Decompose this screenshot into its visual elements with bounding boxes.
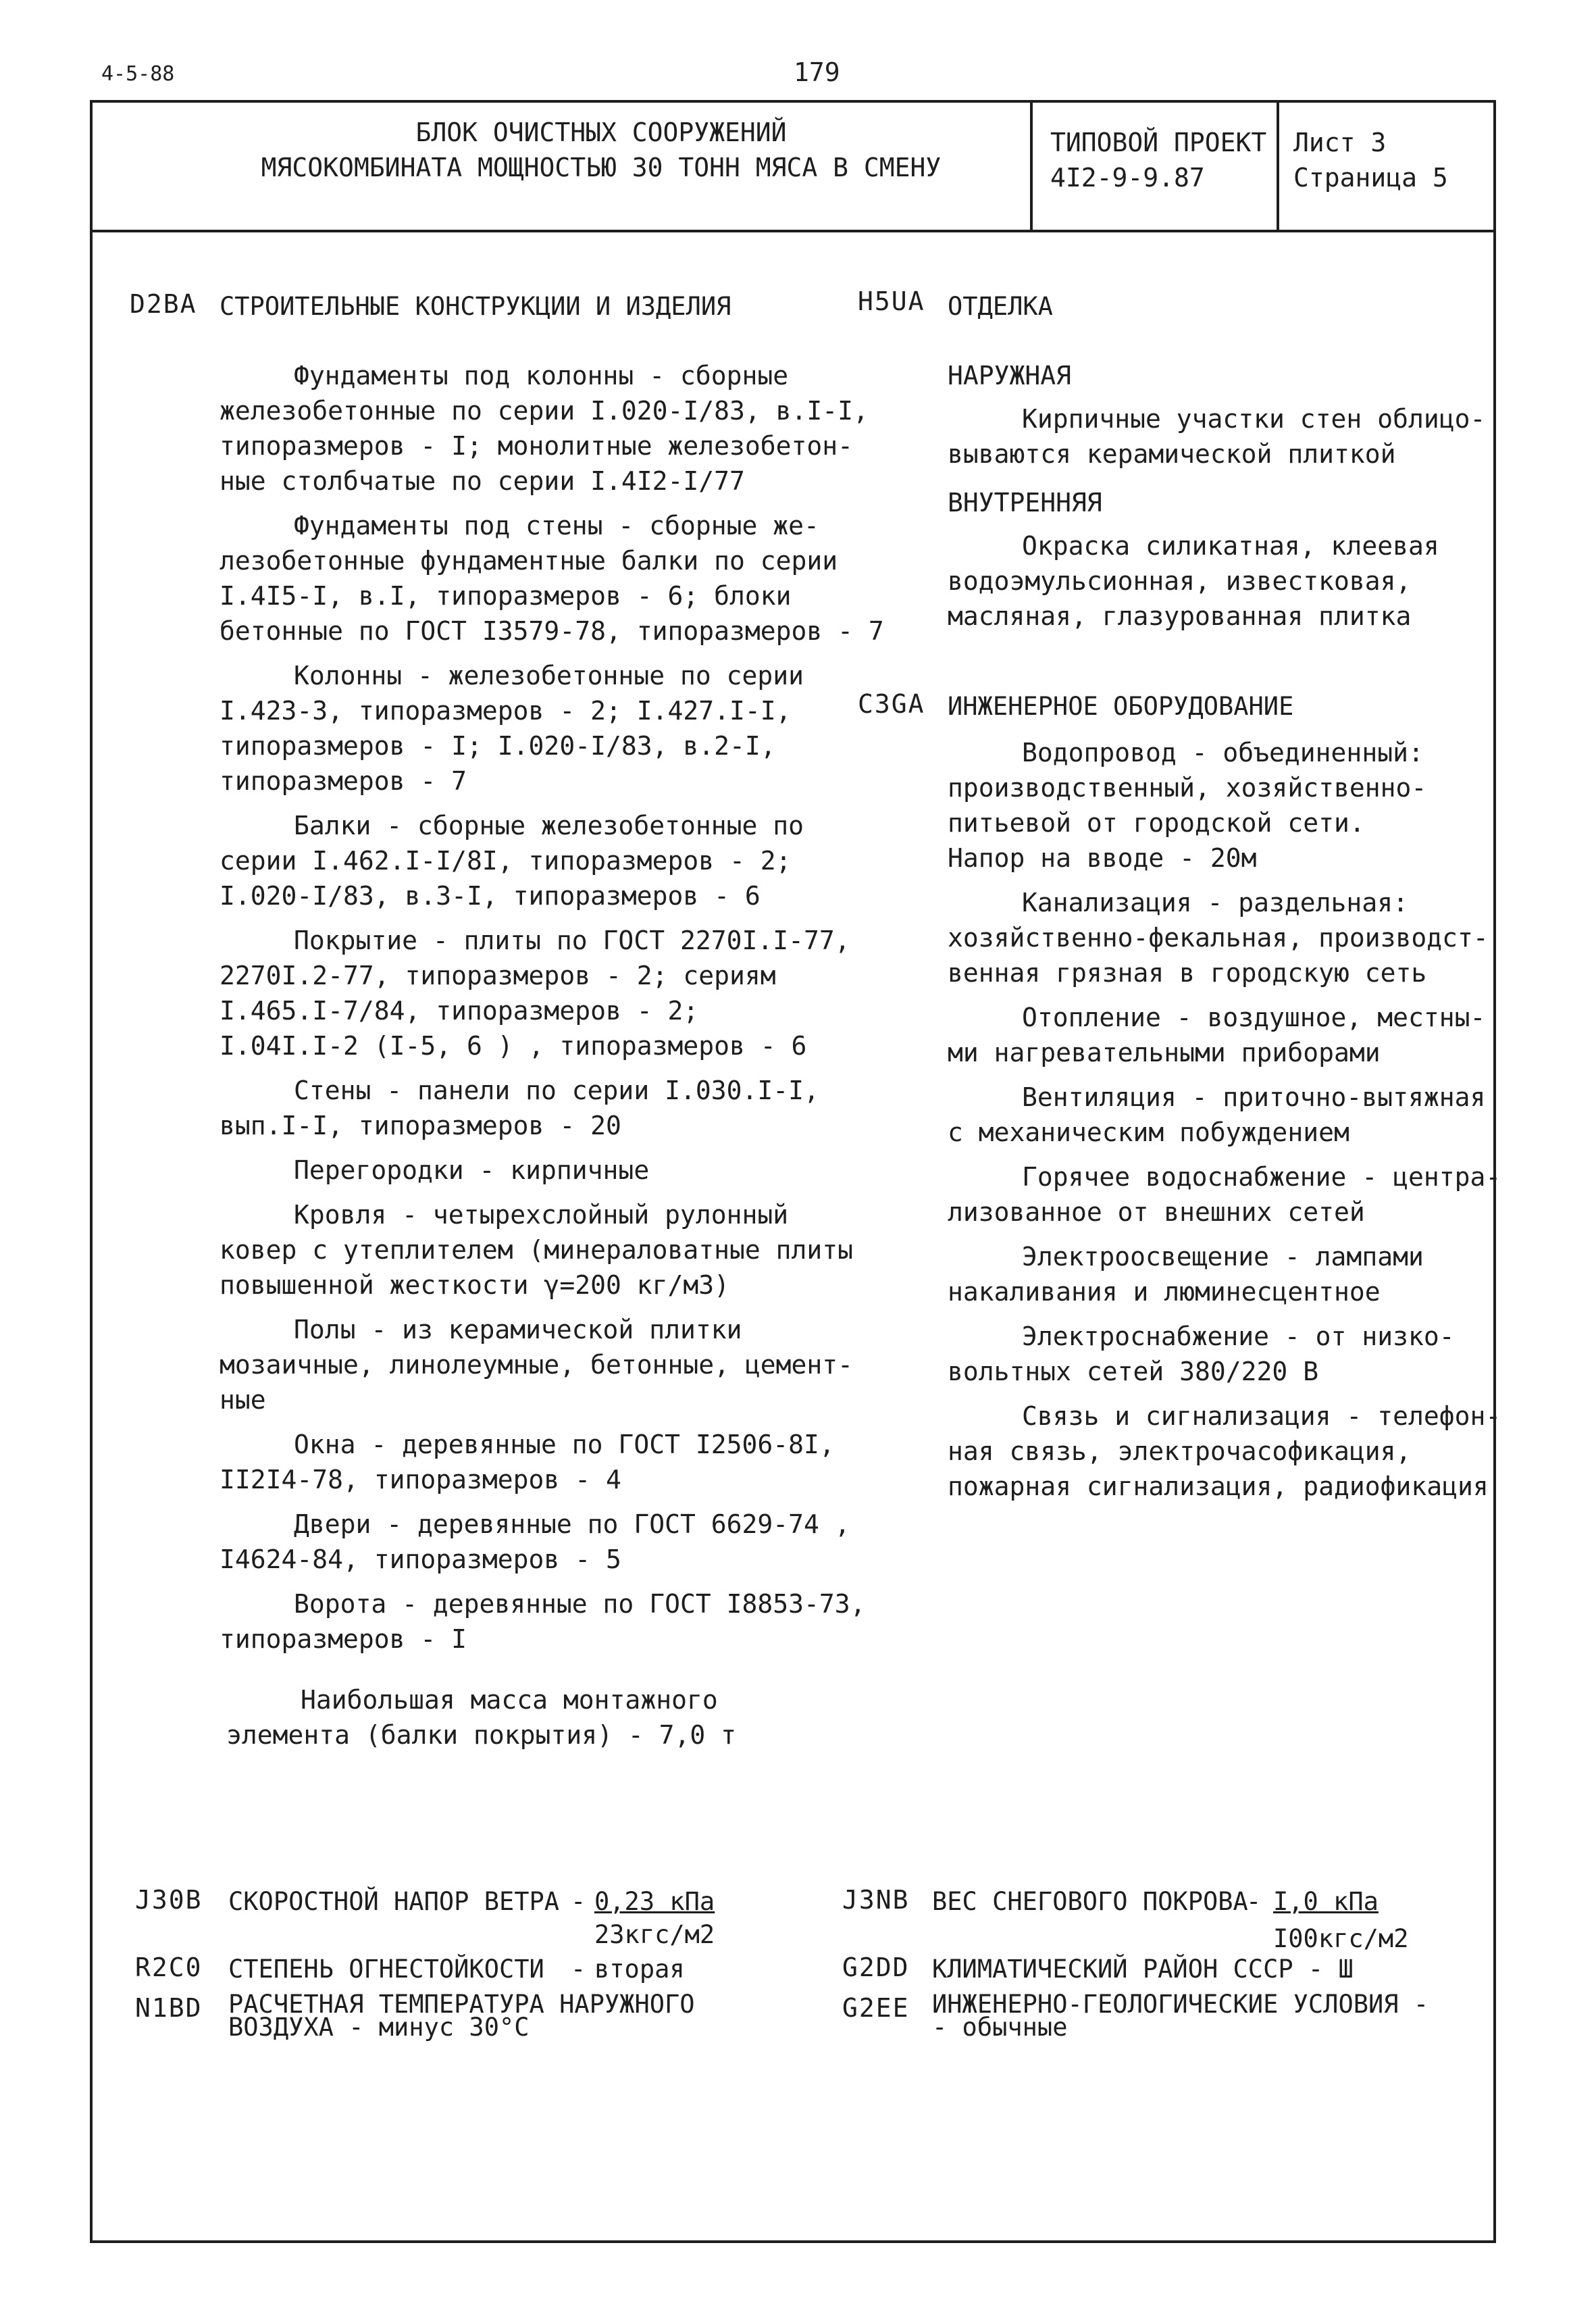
paragraph-line: I.020-I/83, в.3-I, типоразмеров - 6 — [220, 881, 761, 911]
left-section-heading: СТРОИТЕЛЬНЫЕ КОНСТРУКЦИИ И ИЗДЕЛИЯ — [220, 292, 731, 321]
paragraph-line: серии I.462.I-I/8I, типоразмеров - 2; — [220, 846, 792, 876]
geo-text — [932, 1990, 1429, 2042]
paragraph-line: бетонные по ГОСТ I3579-78, типоразмеров - 7 — [220, 616, 884, 646]
paragraph — [220, 1427, 884, 1497]
paragraph-line: лизованное от внешних сетей — [948, 1197, 1365, 1227]
paragraph-line: Вентиляция - приточно-вытяжная — [1022, 1082, 1486, 1112]
paragraph — [948, 885, 1501, 990]
paragraph-line: I.465.I-7/84, типоразмеров - 2; — [220, 996, 699, 1026]
paragraph-line: венная грязная в городскую сеть — [948, 958, 1427, 988]
finish-outer — [948, 358, 1485, 634]
fire-label: СТЕПЕНЬ ОГНЕСТОЙКОСТИ — [228, 1955, 544, 1984]
paragraph-line: Перегородки - кирпичные — [294, 1155, 650, 1185]
paragraph-line: ные — [220, 1385, 266, 1415]
snow-alt-value: I00кгс/м2 — [1273, 1924, 1409, 1953]
paragraph — [220, 1153, 884, 1188]
paragraph-line: Электроснабжение - от низко- — [1022, 1322, 1455, 1351]
paragraph-line: Фундаменты под колонны - сборные — [294, 361, 789, 391]
paragraph-line: накаливания и люминесцентное — [948, 1277, 1381, 1307]
paragraph — [220, 358, 884, 499]
paragraph-line: I.04I.I-2 (I-5, 6 ) , типоразмеров - 6 — [220, 1031, 807, 1061]
fire-dash: - — [571, 1955, 586, 1984]
finish-inner-heading: ВНУТРЕННЯЯ — [948, 488, 1102, 518]
paragraph — [220, 1586, 884, 1657]
geo-line-2: - обычные — [932, 2013, 1068, 2042]
paragraph-line: 2270I.2-77, типоразмеров - 2; сериям — [220, 961, 776, 990]
fire-value: вторая — [594, 1955, 685, 1984]
paragraph-line: Окна - деревянные по ГОСТ I2506-8I, — [294, 1430, 835, 1459]
paragraph-line: Отопление - воздушное, местны- — [1022, 1003, 1486, 1032]
title-line-1: БЛОК ОЧИСТНЫХ СООРУЖЕНИЙ — [415, 118, 787, 147]
paragraph-line: Фундаменты под стены - сборные же- — [294, 511, 819, 540]
paragraph-line: Кровля - четырехслойный рулонный — [294, 1200, 789, 1230]
paragraph-line: ные столбчатые по серии I.4I2-I/77 — [220, 466, 745, 496]
fire-code: R2C0 — [135, 1953, 203, 1982]
paragraph-line: Электроосвещение - лампами — [1022, 1242, 1424, 1272]
paragraph-line: типоразмеров - I; монолитные железобетон- — [220, 431, 853, 461]
paragraph-line: вып.I-I, типоразмеров - 20 — [220, 1111, 621, 1140]
paragraph-line: Покрытие - плиты по ГОСТ 2270I.I-77, — [294, 926, 850, 955]
paragraph-line: Двери - деревянные по ГОСТ 6629-74 , — [294, 1509, 850, 1539]
snow-value: I,0 кПа — [1273, 1887, 1379, 1916]
title-divider-1 — [1030, 100, 1033, 231]
finish-code: H5UA — [858, 286, 925, 316]
page-number: 179 — [794, 57, 840, 87]
paragraph-line: типоразмеров - I; I.020-I/83, в.2-I, — [220, 731, 776, 761]
temp-code: N1BD — [135, 1993, 203, 2023]
paragraph-line: производственный, хозяйственно- — [948, 773, 1427, 803]
paragraph — [948, 1399, 1501, 1504]
wind-alt-value: 23кгс/м2 — [594, 1920, 715, 1949]
finish-outer-heading: НАРУЖНАЯ — [948, 361, 1072, 391]
project-label: ТИПОВОЙ ПРОЕКТ — [1050, 128, 1267, 157]
temp-line-1: РАСЧЕТНАЯ ТЕМПЕРАТУРА НАРУЖНОГО — [228, 1990, 695, 2019]
title-block-bottom-line — [90, 230, 1496, 232]
paragraph — [220, 658, 884, 799]
paragraph — [948, 1080, 1501, 1150]
title-line-2: МЯСОКОМБИНАТА МОЩНОСТЬЮ 30 ТОНН МЯСА В СМЕНУ — [261, 153, 942, 182]
paragraph — [220, 508, 884, 649]
paragraph — [220, 923, 884, 1063]
temp-line-2: ВОЗДУХА - минус 30°С — [228, 2013, 530, 2042]
paragraph-line: Связь и сигнализация - телефон- — [1022, 1401, 1501, 1431]
project-box — [1050, 125, 1266, 195]
climate-code: G2DD — [842, 1953, 910, 1982]
project-code: 4I2-9-9.87 — [1050, 163, 1205, 193]
mass-note — [226, 1682, 736, 1753]
wind-code: J30B — [135, 1885, 203, 1915]
temp-text — [228, 1990, 695, 2042]
paragraph-line: I.423-3, типоразмеров - 2; I.427.I-I, — [220, 696, 792, 726]
paragraph-line: I.4I5-I, в.I, типоразмеров - 6; блоки — [220, 581, 792, 611]
page-ref: Страница 5 — [1293, 163, 1448, 193]
paragraph — [220, 808, 884, 913]
paragraph — [948, 735, 1501, 876]
finish-inner-line-2: водоэмульсионная, известковая, — [948, 566, 1412, 596]
date-stamp: 4-5-88 — [101, 62, 175, 86]
paragraph-line: Горячее водоснабжение - центра- — [1022, 1162, 1501, 1192]
finish-outer-line-1: Кирпичные участки стен облицо- — [1022, 404, 1486, 434]
paragraph-line: Полы - из керамической плитки — [294, 1315, 742, 1344]
paragraph-line: вольтных сетей 380/220 В — [948, 1357, 1319, 1386]
paragraph-line: Напор на вводе - 20м — [948, 843, 1257, 873]
equipment-paragraphs — [948, 735, 1501, 1513]
paragraph-line: ная связь, электрочасофикация, — [948, 1436, 1412, 1466]
paragraph-line: железобетонные по серии I.020-I/83, в.I-I, — [220, 396, 869, 426]
paragraph-line: Канализация - раздельная: — [1022, 888, 1408, 917]
paragraph — [948, 1159, 1501, 1230]
left-section-code: D2BA — [130, 289, 197, 319]
finish-outer-line-2: вываются керамической плиткой — [948, 439, 1396, 469]
paragraph-line: мозаичные, линолеумные, бетонные, цемент- — [220, 1350, 853, 1380]
paragraph-line: Стены - панели по серии I.030.I-I, — [294, 1076, 819, 1105]
wind-label: СКОРОСТНОЙ НАПОР ВЕТРА — [228, 1887, 560, 1916]
paragraph-line: типоразмеров - 7 — [220, 766, 467, 796]
wind-dash: - — [571, 1887, 586, 1916]
paragraph — [220, 1197, 884, 1303]
paragraph-line: Балки - сборные железобетонные по — [294, 811, 804, 840]
wind-value: 0,23 кПа — [594, 1887, 715, 1916]
paragraph — [948, 1000, 1501, 1070]
mass-note-line-2: элемента (балки покрытия) - 7,0 т — [226, 1720, 736, 1750]
snow-dash: - — [1246, 1887, 1262, 1916]
snow-label: ВЕС СНЕГОВОГО ПОКРОВА — [932, 1887, 1248, 1916]
geo-line-1: ИНЖЕНЕРНО-ГЕОЛОГИЧЕСКИЕ УСЛОВИЯ - — [932, 1990, 1429, 2019]
sheet-box — [1293, 125, 1448, 195]
equipment-heading: ИНЖЕНЕРНОЕ ОБОРУДОВАНИЕ — [948, 692, 1294, 721]
climate-label: КЛИМАТИЧЕСКИЙ РАЙОН СССР - Ш — [932, 1955, 1354, 1984]
title-block-title — [203, 115, 1000, 185]
paragraph-line: II2I4-78, типоразмеров - 4 — [220, 1465, 621, 1494]
sheet-number: Лист 3 — [1293, 128, 1387, 157]
paragraph-line: повышенной жесткости γ=200 кг/м3) — [220, 1270, 729, 1300]
paragraph-line: ковер с утеплителем (минераловатные плиты — [220, 1235, 853, 1265]
title-divider-2 — [1277, 100, 1279, 231]
paragraph-line: ми нагревательными приборами — [948, 1038, 1381, 1067]
paragraph — [220, 1073, 884, 1143]
paragraph-line: Водопровод - объединенный: — [1022, 738, 1424, 768]
paragraph-line: лезобетонные фундаментные балки по серии — [220, 546, 838, 576]
paragraph-line: типоразмеров - I — [220, 1624, 467, 1654]
paragraph — [948, 1319, 1501, 1389]
paragraph — [220, 1312, 884, 1417]
paragraph-line: I4624-84, типоразмеров - 5 — [220, 1544, 621, 1574]
snow-code: J3NB — [842, 1885, 910, 1915]
geo-code: G2EE — [842, 1993, 910, 2023]
finish-heading: ОТДЕЛКА — [948, 292, 1053, 321]
paragraph — [948, 1239, 1501, 1309]
finish-inner-line-1: Окраска силикатная, клеевая — [1022, 531, 1439, 561]
equipment-code: C3GA — [858, 689, 925, 719]
paragraph — [220, 1507, 884, 1577]
paragraph-line: Ворота - деревянные по ГОСТ I8853-73, — [294, 1589, 866, 1619]
paragraph-line: пожарная сигнализация, радиофикация — [948, 1472, 1489, 1501]
left-paragraphs — [220, 358, 884, 1666]
paragraph-line: хозяйственно-фекальная, производст- — [948, 923, 1489, 953]
mass-note-line-1: Наибольшая масса монтажного — [301, 1685, 718, 1715]
paragraph-line: питьевой от городской сети. — [948, 808, 1365, 838]
paragraph-line: с механическим побуждением — [948, 1117, 1349, 1147]
paragraph-line: Колонны - железобетонные по серии — [294, 661, 804, 690]
finish-inner-line-3: масляная, глазурованная плитка — [948, 601, 1412, 631]
